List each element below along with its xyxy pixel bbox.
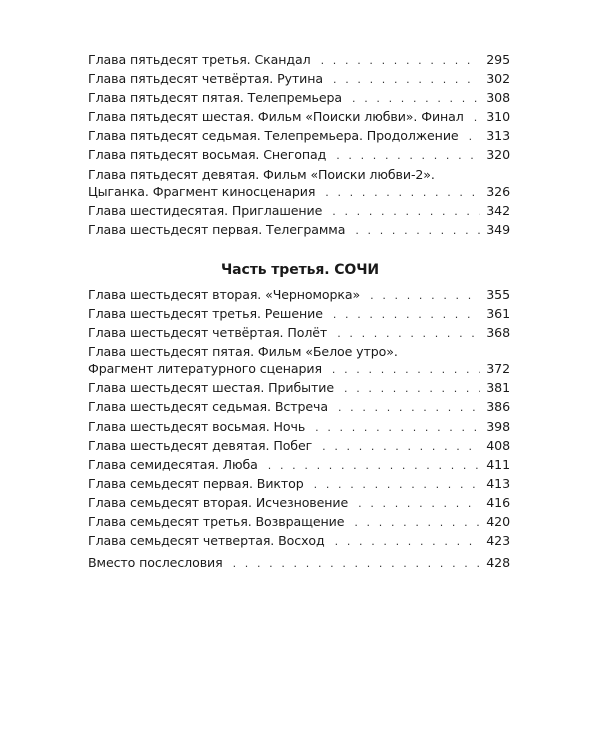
- toc-entry: [88, 514, 510, 533]
- toc-leader-dots: [358, 497, 480, 510]
- toc-leader-dots: [233, 557, 480, 570]
- toc-entry-page: 310: [486, 109, 510, 125]
- toc-entry-page: 349: [486, 221, 510, 237]
- toc-entry-page: 355: [486, 287, 510, 302]
- toc-entry: [88, 109, 510, 128]
- toc-entry-page: 313: [486, 128, 510, 144]
- toc-entry: [88, 533, 510, 552]
- toc-leader-dots: [333, 308, 480, 321]
- toc-entry-page: 302: [486, 71, 510, 87]
- toc-entry: [88, 287, 510, 306]
- toc-entry-title: Глава семьдесят четвертая. Восход: [88, 533, 325, 549]
- toc-leader-dots: [338, 401, 480, 414]
- toc-entry: [88, 399, 510, 418]
- toc-entry-title: Глава пятьдесят восьмая. Снегопад: [88, 147, 327, 163]
- toc-entry-title-line1: Глава шестьдесят пятая. Фильм «Белое утро».: [88, 344, 398, 360]
- toc-leader-dots: [322, 440, 480, 453]
- toc-entry: [88, 325, 510, 344]
- toc-entry: [88, 52, 510, 71]
- toc-entry-title: Глава семидесятая. Люба: [88, 456, 258, 472]
- toc-entry-title: Фрагмент литературного сценария: [88, 361, 322, 377]
- toc-leader-dots: [469, 130, 480, 143]
- toc-entry-title: Цыганка. Фрагмент киносценария: [88, 183, 316, 199]
- toc-entry-page: 342: [486, 202, 510, 218]
- toc-entry-title: Глава шестьдесят вторая. «Черноморка»: [88, 287, 361, 302]
- toc-entry-title: Глава пятьдесят пятая. Телепремьера: [88, 90, 342, 106]
- toc-entry: [88, 419, 510, 438]
- toc-entry: [88, 380, 510, 399]
- toc-entry-page: 408: [486, 437, 510, 453]
- toc-entry-page: 308: [486, 90, 510, 106]
- toc-entry-title: Глава пятьдесят шестая. Фильм «Поиски любви». Финал: [88, 109, 464, 125]
- toc-entry-page: 428: [486, 555, 510, 570]
- toc-entry-page: 372: [486, 361, 510, 377]
- toc-entry-page: 320: [486, 147, 510, 163]
- toc-leader-dots: [268, 459, 480, 472]
- toc-section-1: [88, 52, 510, 241]
- toc-entry: [88, 555, 510, 574]
- toc-leader-dots: [354, 516, 480, 529]
- toc-entry-title-line1: Глава пятьдесят девятая. Фильм «Поиски любви-2».: [88, 166, 435, 182]
- toc-entry-title: Глава шестьдесят четвёртая. Полёт: [88, 325, 328, 341]
- toc-entry-title: Глава пятьдесят четвёртая. Рутина: [88, 71, 323, 87]
- toc-entry: [88, 306, 510, 325]
- part-heading: Часть третья. СОЧИ: [220, 262, 380, 278]
- toc-leader-dots: [474, 111, 480, 124]
- toc-entry-title: Глава семьдесят третья. Возвращение: [88, 514, 345, 530]
- toc-entry-page: 368: [486, 325, 510, 341]
- toc-entry-title: Глава шестьдесят восьмая. Ночь: [88, 418, 306, 434]
- toc-entry-title: Глава шестьдесят девятая. Побег: [88, 437, 313, 453]
- toc-leader-dots: [315, 421, 480, 434]
- toc-entry-title: Глава шестьдесят шестая. Прибытие: [88, 380, 334, 396]
- toc-entry: [88, 476, 510, 495]
- toc-entry-page: 398: [486, 418, 510, 434]
- toc-leader-dots: [352, 92, 480, 105]
- toc-entry-title: Глава семьдесят первая. Виктор: [88, 475, 304, 491]
- toc-leader-dots: [336, 149, 480, 162]
- toc-entry-title: Глава шестьдесят третья. Решение: [88, 306, 323, 322]
- toc-entry-page: 413: [486, 475, 510, 491]
- toc-entry-title: Глава шестьдесят седьмая. Встреча: [88, 399, 328, 415]
- toc-leader-dots: [337, 327, 480, 340]
- toc-entry-title: Глава пятьдесят третья. Скандал: [88, 52, 311, 67]
- toc-leader-dots: [333, 73, 480, 86]
- toc-entry-page: 361: [486, 306, 510, 322]
- toc-entry: [88, 222, 510, 241]
- toc-entry: [88, 71, 510, 90]
- toc-leader-dots: [355, 224, 480, 237]
- toc-leader-dots: [332, 363, 480, 376]
- toc-leader-dots: [321, 54, 480, 67]
- toc-leader-dots: [335, 535, 480, 548]
- toc-entry: [88, 128, 510, 147]
- toc-leader-dots: [314, 478, 480, 491]
- toc-entry: [88, 457, 510, 476]
- toc-entry-page: 411: [486, 456, 510, 472]
- toc-entry-title: Глава шестидесятая. Приглашение: [88, 202, 323, 218]
- toc-entry-title: Глава семьдесят вторая. Исчезновение: [88, 494, 349, 510]
- toc-entry-title: Глава шестьдесят первая. Телеграмма: [88, 221, 346, 237]
- toc-entry-page: 423: [486, 533, 510, 549]
- toc-leader-dots: [325, 186, 480, 199]
- toc-leader-dots: [370, 289, 480, 302]
- toc-entry-page: 416: [486, 494, 510, 510]
- toc-entry-page: 295: [486, 52, 510, 67]
- toc-entry: [88, 184, 510, 203]
- toc-leader-dots: [344, 382, 480, 395]
- toc-leader-dots: [332, 205, 480, 218]
- toc-entry: [88, 90, 510, 109]
- toc-section-2: [88, 287, 510, 552]
- toc-entry: [88, 438, 510, 457]
- toc-entry: [88, 147, 510, 166]
- toc-entry: [88, 495, 510, 514]
- toc-entry-page: 381: [486, 380, 510, 396]
- toc-entry-page: 326: [486, 183, 510, 199]
- toc-entry-page: 420: [486, 514, 510, 530]
- toc-entry: [88, 203, 510, 222]
- toc-afterword: [88, 555, 510, 574]
- toc-entry-page: 386: [486, 399, 510, 415]
- toc-entry-title: Вместо послесловия: [88, 555, 223, 570]
- toc-entry-title: Глава пятьдесят седьмая. Телепремьера. Продолжение: [88, 128, 459, 144]
- toc-entry: [88, 361, 510, 380]
